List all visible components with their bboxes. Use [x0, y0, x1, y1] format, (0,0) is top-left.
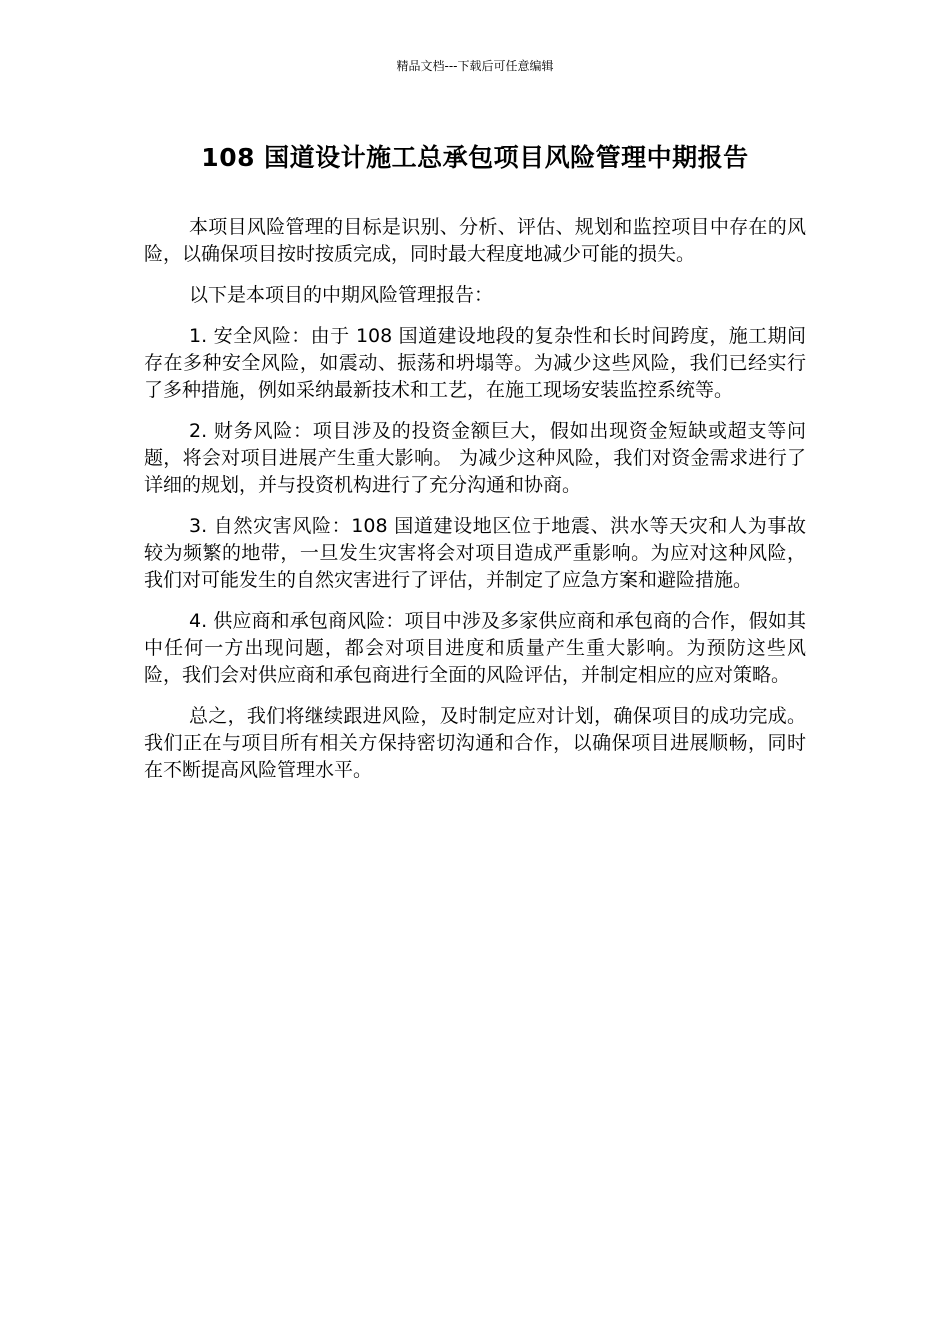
safety-risk-paragraph: 1. 安全风险：由于 108 国道建设地段的复杂性和长时间跨度，施工期间存在多种安全风险，如震动、振荡和坍塌等。为减少这些风险，我们已经实行了多种措施，例如采纳最新技术和工艺，在施工现场安装监控系统等。 — [144, 325, 806, 401]
header-note: 精品文档---下载后可任意编辑 — [396, 59, 554, 73]
document-body — [144, 214, 806, 798]
conclusion-paragraph: 总之，我们将继续跟进风险，及时制定应对计划，确保项目的成功完成。我们正在与项目所有相关方保持密切沟通和合作，以确保项目进展顺畅，同时在不断提高风险管理水平。 — [144, 705, 806, 781]
report-lead-paragraph: 以下是本项目的中期风险管理报告： — [189, 284, 494, 306]
natural-disaster-risk-paragraph: 3. 自然灾害风险：108 国道建设地区位于地震、洪水等天灾和人为事故较为频繁的地带，一旦发生灾害将会对项目造成严重影响。为应对这种风险，我们对可能发生的自然灾害进行了评估，并制定了应急方案和避险措施。 — [144, 515, 806, 591]
financial-risk-paragraph: 2. 财务风险：项目涉及的投资金额巨大，假如出现资金短缺或超支等问题，将会对项目进展产生重大影响。 为减少这种风险，我们对资金需求进行了详细的规划，并与投资机构进行了充分沟通和协商。 — [144, 420, 806, 496]
intro-paragraph: 本项目风险管理的目标是识别、分析、评估、规划和监控项目中存在的风险，以确保项目按时按质完成，同时最大程度地减少可能的损失。 — [144, 216, 806, 265]
document-title: 108 国道设计施工总承包项目风险管理中期报告 — [201, 143, 749, 172]
supplier-contractor-risk-paragraph: 4. 供应商和承包商风险：项目中涉及多家供应商和承包商的合作，假如其中任何一方出现问题，都会对项目进度和质量产生重大影响。为预防这些风险，我们会对供应商和承包商进行全面的风险评估，并制定相应的应对策略。 — [144, 610, 806, 686]
